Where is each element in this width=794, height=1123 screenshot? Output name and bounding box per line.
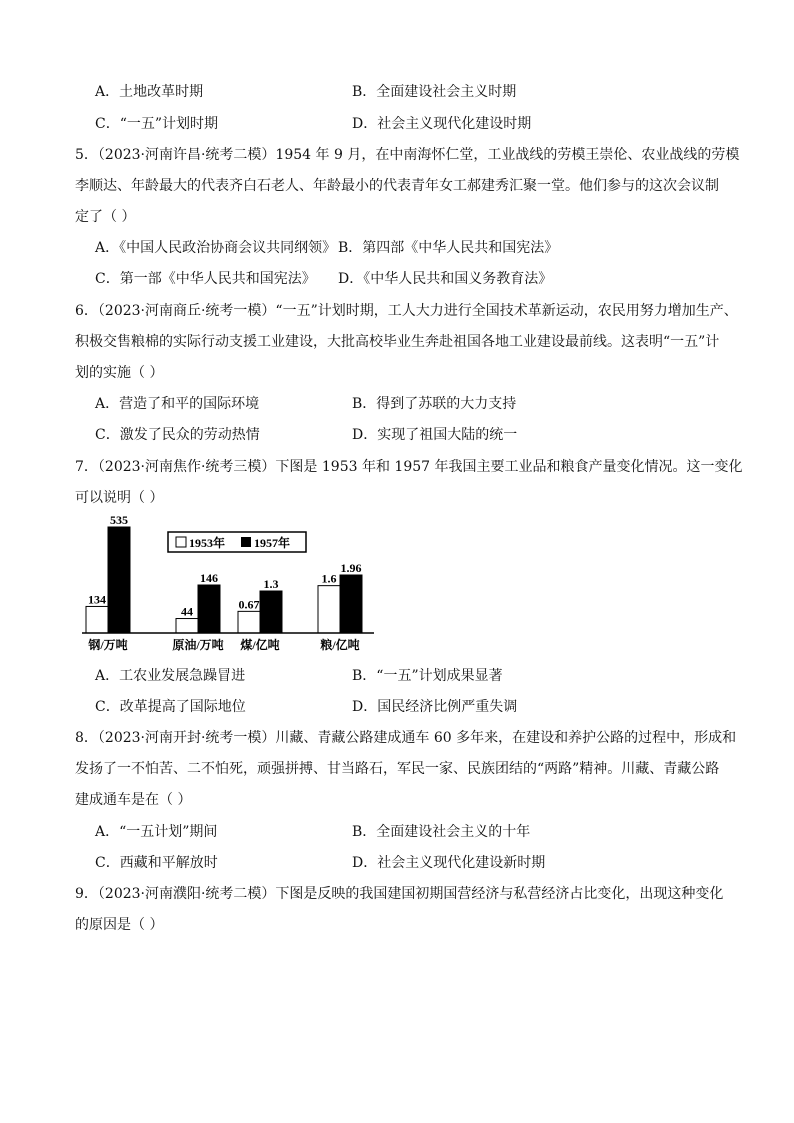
bar-coal-1957 bbox=[260, 591, 282, 633]
q8-option-a: A．“一五计划”期间 bbox=[95, 824, 218, 840]
category-label-steel: 钢/万吨 bbox=[88, 638, 128, 652]
category-label-coal: 煤/亿吨 bbox=[240, 638, 280, 652]
label-coal-1957: 1.3 bbox=[263, 577, 279, 591]
q8-stem-line-3: 建成通车是在（ ） bbox=[75, 792, 192, 808]
label-coal-1953: 0.67 bbox=[238, 597, 260, 612]
q4-option-d: D．社会主义现代化建设时期 bbox=[352, 116, 532, 132]
q6-option-a: A．营造了和平的国际环境 bbox=[95, 396, 260, 412]
bar-oil-1957 bbox=[198, 585, 220, 633]
category-label-oil: 原油/万吨 bbox=[172, 638, 224, 652]
bar-oil-1953 bbox=[176, 619, 198, 633]
label-grain-1957: 1.96 bbox=[340, 561, 362, 575]
q8-option-c: C．西藏和平解放时 bbox=[95, 855, 218, 871]
q8-option-d: D．社会主义现代化建设新时期 bbox=[352, 855, 546, 871]
q9-stem-line-2: 的原因是（ ） bbox=[75, 917, 164, 933]
category-label-grain: 粮/亿吨 bbox=[320, 638, 360, 652]
q8-option-b: B．全面建设社会主义的十年 bbox=[352, 824, 531, 840]
q6-stem-line-2: 积极交售粮棉的实际行动支援工业建设，大批高校毕业生奔赴祖国各地工业建设最前线。这表明“一五”计 bbox=[75, 334, 720, 350]
bar-coal-1953 bbox=[238, 611, 260, 633]
q5-option-c: C．第一部《中华人民共和国宪法》 bbox=[95, 271, 316, 287]
q5-option-b: B．第四部《中华人民共和国宪法》 bbox=[338, 240, 559, 256]
legend-swatch-1957 bbox=[241, 537, 251, 547]
legend-label-1953: 1953年 bbox=[189, 536, 226, 550]
q7-option-a: A．工农业发展急躁冒进 bbox=[95, 668, 246, 684]
q7-stem-line-1: 7．（2023·河南焦作·统考三模）下图是 1953 年和 1957 年我国主要工业品和粮食产量变化情况。这一变化 bbox=[75, 459, 743, 475]
q7-option-c: C．改革提高了国际地位 bbox=[95, 699, 246, 715]
q6-option-c: C．激发了民众的劳动热情 bbox=[95, 427, 260, 443]
label-oil-1957: 146 bbox=[200, 571, 218, 585]
q5-stem-line-2: 李顺达、年龄最大的代表齐白石老人、年龄最小的代表青年女工郝建秀汇聚一堂。他们参与的这次会议制 bbox=[75, 178, 719, 194]
q6-stem-line-3: 划的实施（ ） bbox=[75, 365, 164, 381]
q5-stem-line-3: 定了（ ） bbox=[75, 209, 136, 225]
bar-grain-1957 bbox=[340, 575, 362, 633]
label-steel-1953: 134 bbox=[88, 592, 106, 607]
bar-grain-1953 bbox=[318, 586, 340, 633]
label-grain-1953: 1.6 bbox=[321, 571, 337, 586]
q9-stem-line-1: 9．（2023·河南濮阳·统考二模）下图是反映的我国建国初期国营经济与私营经济占比变化，出现这种变化 bbox=[75, 886, 724, 902]
legend-label-1957: 1957年 bbox=[254, 536, 291, 550]
q6-option-d: D．实现了祖国大陆的统一 bbox=[352, 427, 518, 443]
q5-option-d: D．《中华人民共和国义务教育法》 bbox=[338, 271, 553, 287]
label-steel-1957: 535 bbox=[110, 516, 128, 527]
q6-stem-line-1: 6．（2023·河南商丘·统考一模）“一五”计划时期，工人大力进行全国技术革新运动，农民用努力增加生产、 bbox=[75, 303, 738, 319]
q8-stem-line-2: 发扬了一不怕苦、二不怕死，顽强拼搏、甘当路石，军民一家、民族团结的“两路”精神。川藏、青藏公路 bbox=[75, 761, 720, 777]
q7-stem-line-2: 可以说明（ ） bbox=[75, 490, 164, 506]
q5-stem-line-1: 5．（2023·河南许昌·统考二模）1954 年 9 月，在中南海怀仁堂，工业战线的劳模王崇伦、农业战线的劳模 bbox=[75, 147, 740, 163]
q4-option-b: B．全面建设社会主义时期 bbox=[352, 84, 517, 100]
bar-steel-1953 bbox=[86, 606, 108, 633]
bar-steel-1957 bbox=[108, 527, 130, 633]
q8-stem-line-1: 8．（2023·河南开封·统考一模）川藏、青藏公路建成通车 60 多年来，在建设和养护公路的过程中，形成和 bbox=[75, 730, 737, 746]
label-oil-1953: 44 bbox=[181, 604, 193, 619]
q7-option-d: D．国民经济比例严重失调 bbox=[352, 699, 518, 715]
q6-option-b: B．得到了苏联的大力支持 bbox=[352, 396, 517, 412]
legend-swatch-1953 bbox=[176, 537, 186, 547]
q7-option-b: B．“一五”计划成果显著 bbox=[352, 668, 503, 684]
q4-option-c: C．“一五”计划时期 bbox=[95, 116, 219, 132]
production-bar-chart bbox=[78, 516, 378, 656]
q5-option-a: A．《中国人民政治协商会议共同纲领》 bbox=[95, 240, 337, 256]
q4-option-a: A．土地改革时期 bbox=[95, 84, 204, 100]
